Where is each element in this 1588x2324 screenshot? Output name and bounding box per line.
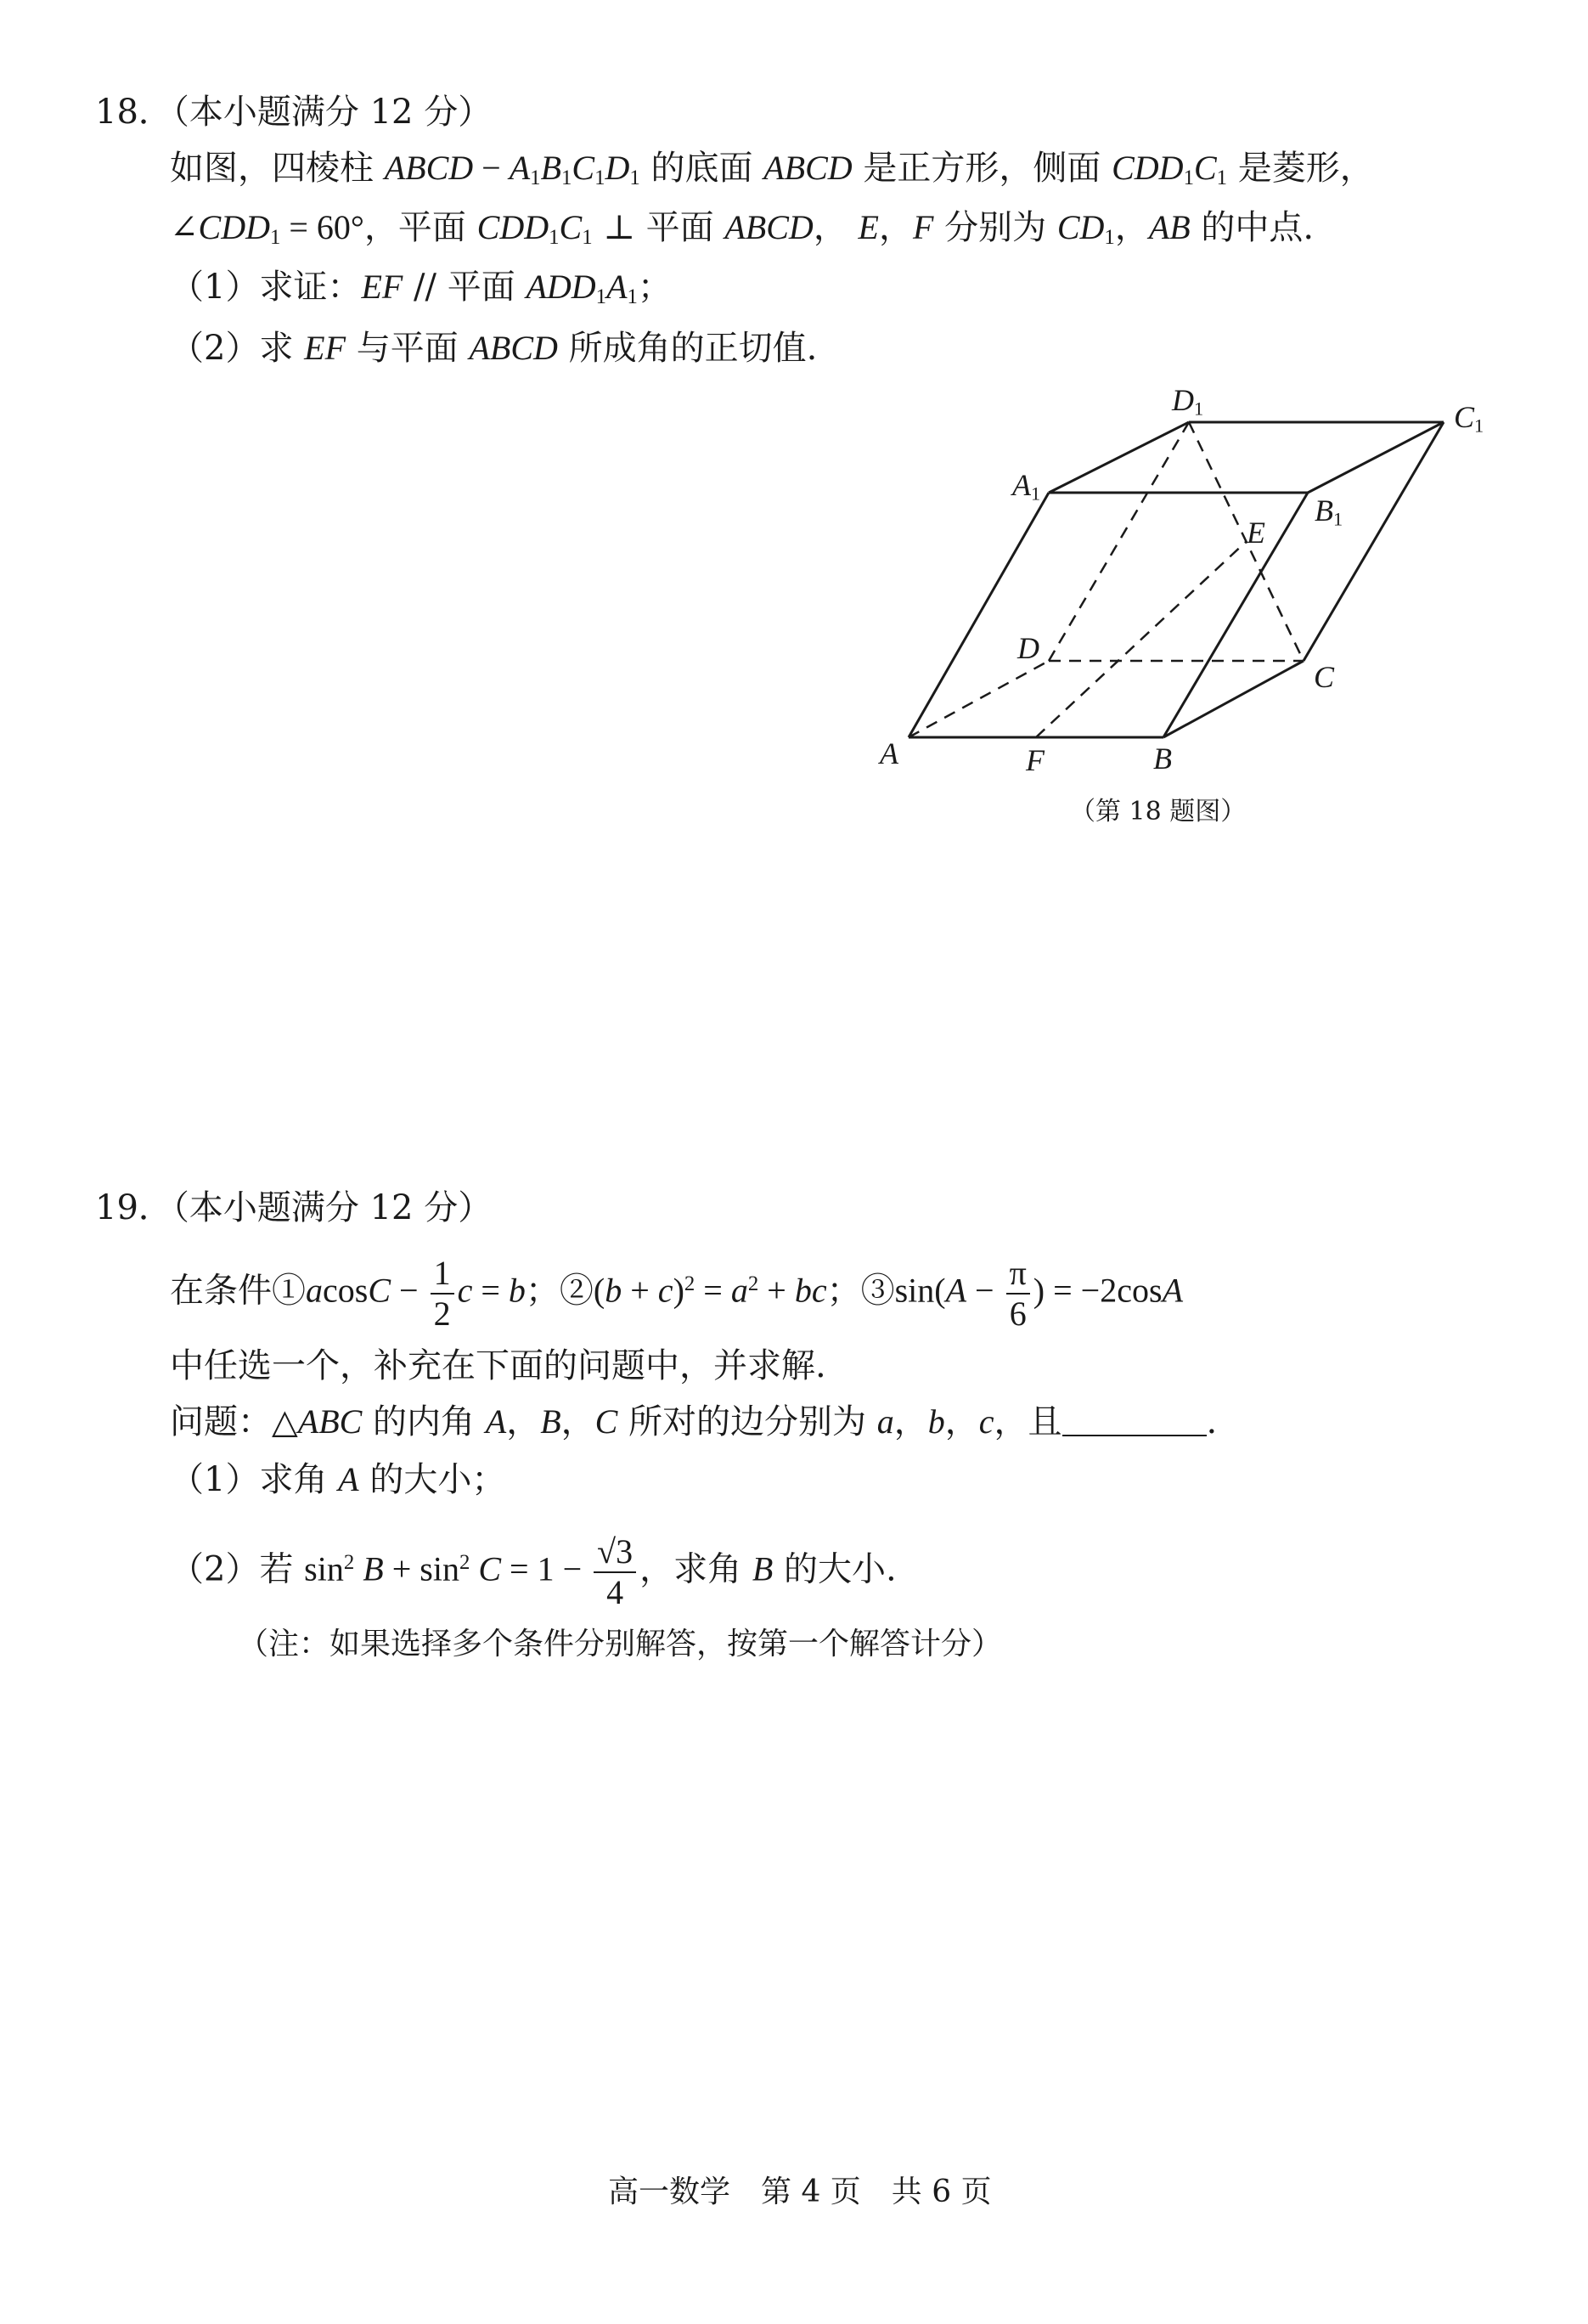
vertex-B1: $B_1$: [1315, 494, 1343, 530]
q18-part2: （2）求 EF 与平面 ABCD 所成角的正切值.: [170, 329, 818, 368]
fraction-one-half: $\frac{1}{2}$: [431, 1254, 454, 1334]
q19-part1: （1）求角 A 的大小；: [170, 1460, 506, 1499]
q18-header: 18．（本小题满分 12 分）: [95, 93, 493, 132]
q19-problem: 问题：△ABC 的内角 A，B，C 所对的边分别为 a，b，c，且 .: [170, 1402, 1218, 1441]
q18-statement-line2: $\angle CDD_1 = 60^\circ$，平面 $CDD_1C_1$ ⊥ 平面 ABCD， E，F 分别为 $CD_1$，AB 的中点.: [170, 208, 1315, 250]
q19-note: （注：如果选择多个条件分别解答，按第一个解答计分）: [238, 1627, 1003, 1661]
vertex-B: B: [1153, 742, 1172, 776]
vertex-E: E: [1247, 516, 1265, 550]
prism-solid-edges: [909, 422, 1444, 737]
figure-caption: （第 18 题图）: [1070, 797, 1247, 826]
vertex-C1: $C_1$: [1454, 400, 1484, 437]
page-footer: 高一数学 第 4 页 共 6 页: [608, 2175, 992, 2209]
q19-part2: （2）若 $\sin^2 B + \sin^2 C = 1$ − $\frac{√3}{4}$ ，求角 B 的大小.: [170, 1531, 897, 1611]
vertex-F: F: [1026, 743, 1045, 777]
fraction-sqrt3-over-4: $\frac{√3}{4}$: [594, 1532, 636, 1612]
vertex-A: A: [880, 736, 898, 770]
prism-hidden-edges: [909, 422, 1304, 737]
vertex-C: C: [1314, 660, 1335, 694]
vertex-A1: $A_1$: [1012, 468, 1041, 505]
fraction-pi-over-six: $\frac{\pi}{6}$: [1006, 1254, 1030, 1334]
q18-part1: （1）求证：EF // 平面 $ADD_1A_1$；: [170, 268, 672, 309]
answer-blank: [1062, 1404, 1207, 1436]
q19-conditions: 在条件①acosC − $\frac{1}{2}$ c = b；②(b + $c)^2 = a^2$ + bc；③sin(A − $\frac{\pi}{6}$ ) = −2cosA: [170, 1253, 1183, 1333]
vertex-D1: $D_1$: [1172, 383, 1204, 420]
q19-instruction: 中任选一个，补充在下面的问题中，并求解.: [170, 1346, 826, 1385]
vertex-D: D: [1017, 631, 1039, 665]
q18-statement-line1: 如图，四棱柱 ABCD − $A_1B_1C_1D_1$ 的底面 ABCD 是正方形，侧面 $CDD_1C_1$ 是菱形，: [170, 149, 1374, 190]
q19-header: 19．（本小题满分 12 分）: [95, 1188, 493, 1227]
prism-figure: [0, 0, 1588, 849]
